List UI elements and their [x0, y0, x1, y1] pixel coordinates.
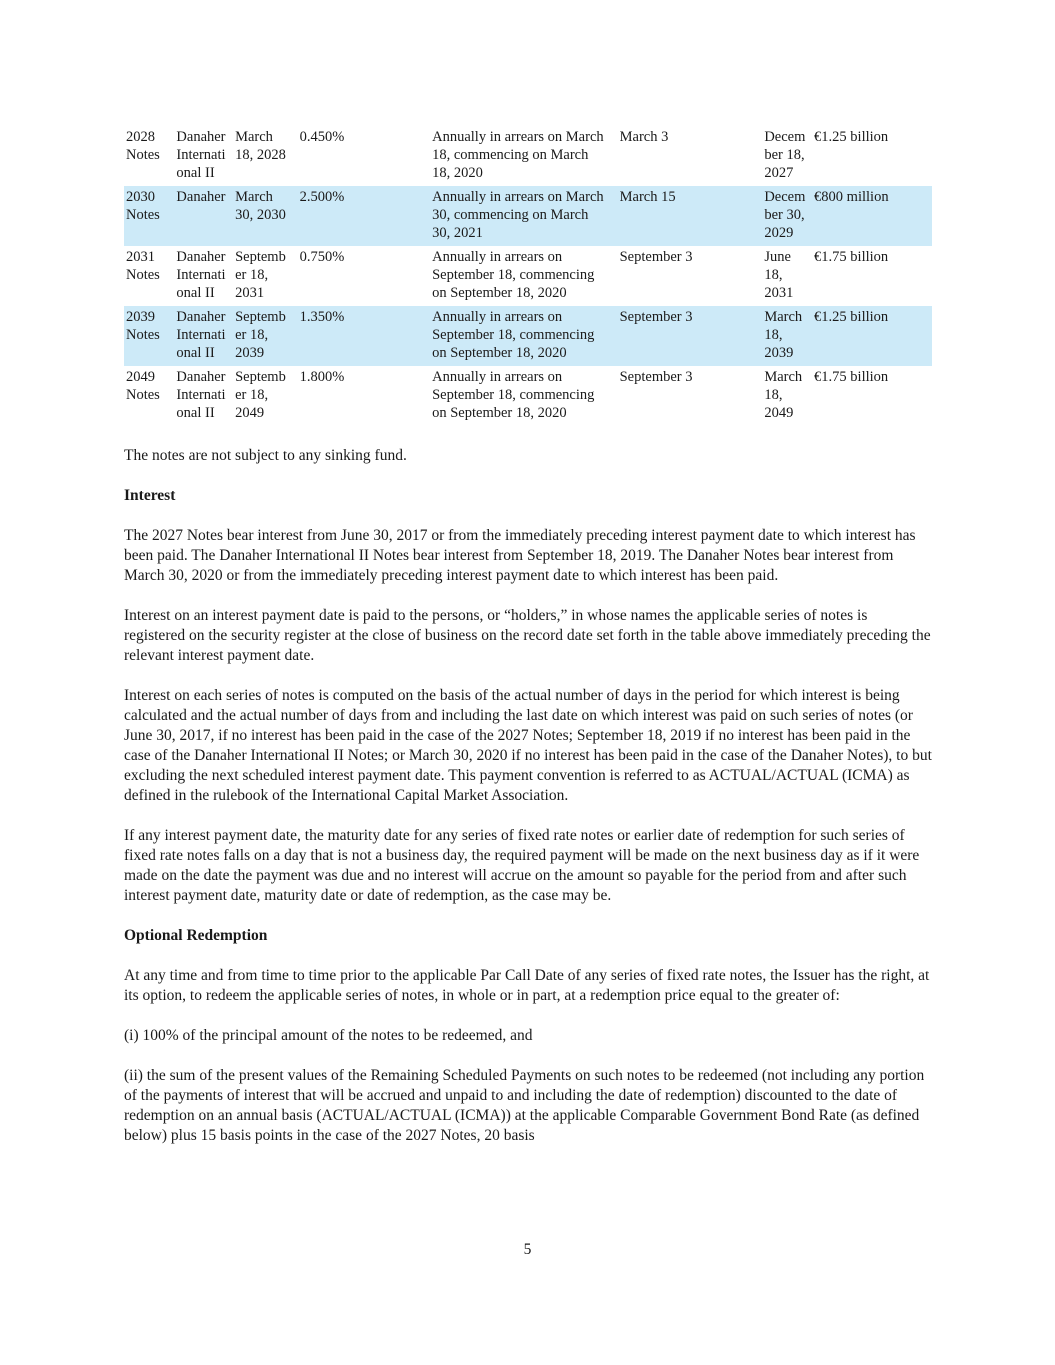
- issuer-cell: Danaher Internati onal II: [176, 249, 226, 301]
- redemption-paragraph-1: At any time and from time to time prior to the applicable Par Call Date of any series of fixed rate notes, the Issuer has the right, at its option, to redeem the applicable series of notes, in whole or in part, at a redemption price equal to the greater of:: [124, 967, 930, 1004]
- table-row: [124, 126, 932, 186]
- rate-cell: 2.500%: [298, 186, 431, 246]
- page-number: 5: [523, 1241, 532, 1258]
- maturity-cell: Septemb er 18, 2031: [235, 249, 286, 301]
- interest-paragraph-2: Interest on an interest payment date is paid to the persons, or “holders,” in whose names the applicable series of notes is registered on the security register at the close of business on the record date set forth in the table above immediately preceding the relevant interest payment date.: [124, 607, 931, 664]
- record-date-cell: March 15: [618, 186, 763, 246]
- notes-table: [124, 126, 932, 426]
- record-date-cell: September 3: [619, 369, 693, 385]
- maturity-cell: March 30, 2030: [233, 186, 298, 246]
- redemption-paragraph-3: (ii) the sum of the present values of the Remaining Scheduled Payments on such notes to be redeemed (not including any portion of the payments of interest that will be accrued and unpaid to and including the date of redemption) discounted to the date of redemption on an annual basis (ACTUAL/ACTUAL (ICMA)) at the applicable Comparable Government Bond Rate (as defined below) plus 15 basis points in the case of the 2027 Notes, 20 basis: [124, 1067, 925, 1144]
- record-date-cell: March 3: [619, 129, 669, 145]
- interest-paragraph-1: The 2027 Notes bear interest from June 30, 2017 or from the immediately preceding interest payment date to which interest has been paid. The Danaher International II Notes bear interest from September 18, 2019. The Danaher Notes bear interest from March 30, 2020 or from the immediately preceding interest payment date to which interest has been paid.: [124, 527, 916, 584]
- record-date-cell: September 3: [619, 249, 693, 265]
- series-cell: 2028 Notes: [126, 129, 160, 163]
- interest-paragraph-4: If any interest payment date, the maturity date for any series of fixed rate notes or earlier date of redemption for such series of fixed rate notes falls on a day that is not a business day, the required payment will be made on the next business day as if it were made on the date the payment was due and no interest will accrue on the amount so payable for the period from and after such interest payment date, maturity date or date of redemption, as the case may be.: [124, 827, 920, 904]
- redemption-paragraph-2: (i) 100% of the principal amount of the notes to be redeemed, and: [124, 1027, 533, 1044]
- payment-dates-cell: Annually in arrears on September 18, commencing on September 18, 2020: [432, 249, 595, 301]
- series-cell: 2039 Notes: [124, 306, 174, 366]
- payment-dates-cell: Annually in arrears on March 18, commencing on March 18, 2020: [432, 129, 604, 181]
- amount-cell: €1.75 billion: [814, 249, 889, 265]
- interest-heading: Interest: [124, 487, 176, 504]
- rate-cell: 0.450%: [299, 129, 345, 145]
- table-row: [124, 246, 932, 306]
- amount-cell: €1.25 billion: [814, 129, 889, 145]
- document-page: [124, 126, 932, 1166]
- rate-cell: 1.800%: [299, 369, 345, 385]
- maturity-cell: Septemb er 18, 2049: [235, 369, 286, 421]
- series-cell: 2049 Notes: [126, 369, 160, 403]
- payment-dates-cell: Annually in arrears on March 30, commencing on March 30, 2021: [430, 186, 618, 246]
- table-row: [124, 186, 932, 246]
- table-row: [124, 366, 932, 426]
- par-call-cell: March 18, 2049: [764, 369, 803, 421]
- sinking-fund-text: The notes are not subject to any sinking fund.: [124, 447, 407, 464]
- par-call-cell: Decem ber 30, 2029: [762, 186, 812, 246]
- maturity-cell: Septemb er 18, 2039: [233, 306, 298, 366]
- series-cell: 2031 Notes: [126, 249, 160, 283]
- amount-cell: €800 million: [812, 186, 932, 246]
- optional-redemption-heading: Optional Redemption: [124, 927, 268, 944]
- interest-paragraph-3: Interest on each series of notes is computed on the basis of the actual number of days in the period for which interest is being calculated and the actual number of days from and including the last date on which interest was paid on such series of notes (or June 30, 2017, if no interest has been paid in the case of the 2027 Notes; September 18, 2019 if no interest has been paid in the case of the Danaher International II Notes; or March 30, 2020 if no interest has been paid in the case of the Danaher Notes), to but excluding the next scheduled interest payment date. This payment convention is referred to as ACTUAL/ACTUAL (ICMA) as defined in the rulebook of the International Capital Market Association.: [124, 687, 932, 804]
- issuer-cell: Danaher Internati onal II: [174, 306, 233, 366]
- amount-cell: €1.75 billion: [814, 369, 889, 385]
- amount-cell: €1.25 billion: [812, 306, 932, 366]
- series-cell: 2030 Notes: [124, 186, 174, 246]
- payment-dates-cell: Annually in arrears on September 18, commencing on September 18, 2020: [430, 306, 618, 366]
- par-call-cell: June 18, 2031: [764, 249, 794, 301]
- record-date-cell: September 3: [618, 306, 763, 366]
- maturity-cell: March 18, 2028: [235, 129, 286, 163]
- payment-dates-cell: Annually in arrears on September 18, commencing on September 18, 2020: [432, 369, 595, 421]
- rate-cell: 1.350%: [298, 306, 431, 366]
- par-call-cell: March 18, 2039: [762, 306, 812, 366]
- par-call-cell: Decem ber 18, 2027: [764, 129, 806, 181]
- issuer-cell: Danaher: [174, 186, 233, 246]
- rate-cell: 0.750%: [299, 249, 345, 265]
- issuer-cell: Danaher Internati onal II: [176, 369, 226, 421]
- issuer-cell: Danaher Internati onal II: [176, 129, 226, 181]
- table-row: [124, 306, 932, 366]
